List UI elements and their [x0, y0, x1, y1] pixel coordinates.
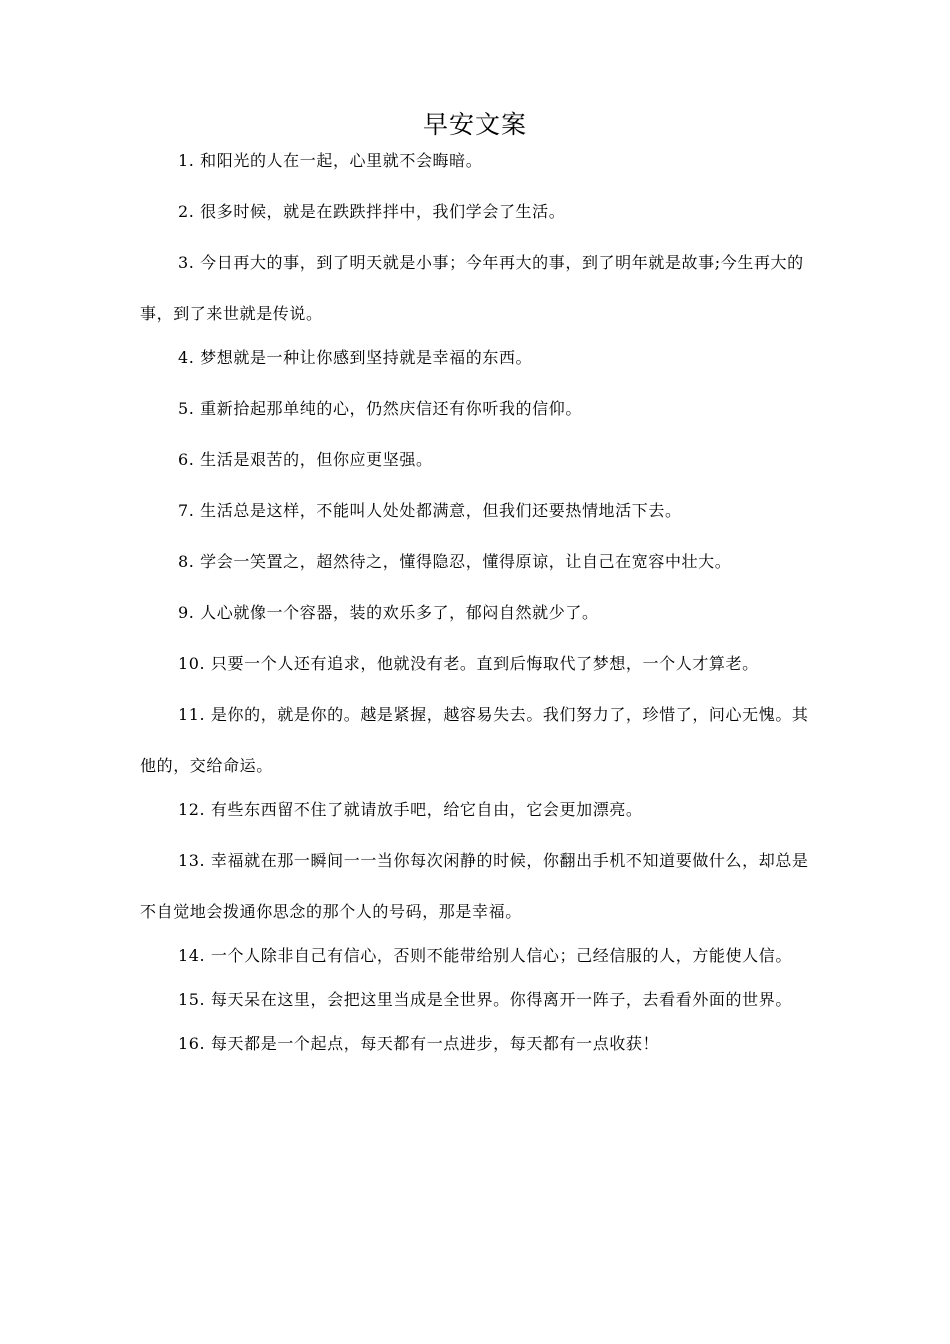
paragraph-16: 16. 每天都是一个起点，每天都有一点进步，每天都有一点收获！	[178, 1034, 660, 1053]
paragraph-10: 10. 只要一个人还有追求，他就没有老。直到后悔取代了梦想，一个人才算老。	[178, 654, 759, 673]
paragraph-2: 2. 很多时候，就是在跌跌拌拌中，我们学会了生活。	[178, 202, 566, 221]
paragraph-14: 14. 一个人除非自己有信心，否则不能带给别人信心；己经信服的人，方能使人信。	[178, 946, 792, 965]
paragraph-11: 11. 是你的，就是你的。越是紧握，越容易失去。我们努力了，珍惜了，问心无愧。其他的，交给命运。	[140, 705, 809, 775]
paragraph-9: 9. 人心就像一个容器，装的欢乐多了，郁闷自然就少了。	[178, 603, 599, 622]
paragraph-5: 5. 重新拾起那单纯的心，仍然庆信还有你听我的信仰。	[178, 399, 582, 418]
paragraph-8: 8. 学会一笑置之，超然待之，懂得隐忍，懂得原谅，让自己在宽容中壮大。	[178, 552, 732, 571]
paragraph-15: 15. 每天呆在这里，会把这里当成是全世界。你得离开一阵子，去看看外面的世界。	[178, 990, 792, 1009]
paragraph-12: 12. 有些东西留不住了就请放手吧，给它自由，它会更加漂亮。	[178, 800, 643, 819]
paragraph-1: 1. 和阳光的人在一起，心里就不会晦暗。	[178, 151, 483, 170]
document-body	[140, 144, 820, 1078]
paragraph-7: 7. 生活总是这样，不能叫人处处都满意，但我们还要热情地活下去。	[178, 501, 682, 520]
paragraph-4: 4. 梦想就是一种让你感到坚持就是幸福的东西。	[178, 348, 533, 367]
document-title: 早安文案	[422, 110, 527, 139]
paragraph-6: 6. 生活是艰苦的，但你应更坚强。	[178, 450, 433, 469]
paragraph-13: 13. 幸福就在那一瞬间一一当你每次闲静的时候，你翻出手机不知道要做什么，却总是不自觉地会拨通你思念的那个人的号码，那是幸福。	[140, 851, 809, 921]
paragraph-3: 3. 今日再大的事，到了明天就是小事；今年再大的事，到了明年就是故事;今生再大的事，到了来世就是传说。	[140, 253, 804, 323]
